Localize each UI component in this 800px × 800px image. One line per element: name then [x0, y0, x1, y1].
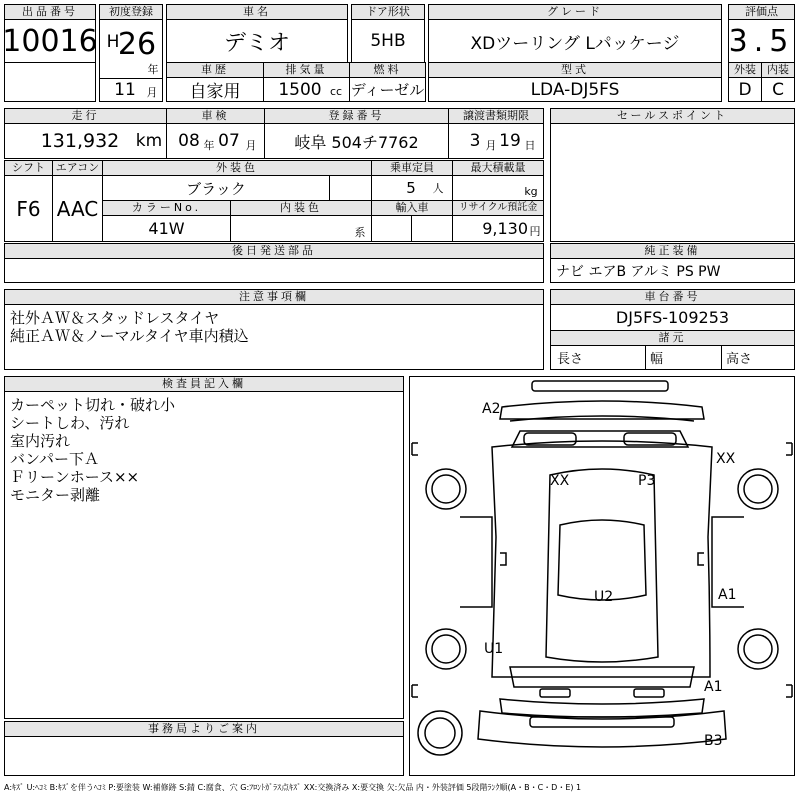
- transfer-day-unit: 日: [524, 139, 536, 152]
- inspector-line: 室内汚れ: [10, 432, 71, 450]
- import-header: 輸入車: [371, 200, 453, 216]
- car-diagram-frame: [409, 376, 795, 776]
- damage-mark-a2: A2: [482, 401, 501, 417]
- fuel: ディーゼル: [350, 81, 425, 99]
- door-type-header: ドア形状: [351, 4, 425, 20]
- first-registration-header: 初度登録: [99, 4, 163, 20]
- history: 自家用: [189, 82, 241, 102]
- sales-point-box: [550, 123, 795, 242]
- damage-mark-xx-right: XX: [716, 451, 736, 467]
- model-header: 型式: [428, 62, 722, 78]
- sales-point-header: セールスポイント: [550, 108, 795, 124]
- notes-line: 純正ＡＷ＆ノーマルタイヤ車内積込: [10, 327, 249, 345]
- later-parts-box: [4, 258, 544, 283]
- era: H: [106, 32, 120, 52]
- notes-header: 注意事項欄: [4, 289, 544, 305]
- car-diagram: [410, 377, 794, 775]
- recycle-header: リサイクル預託金: [452, 200, 544, 216]
- transfer-month-unit: 月: [485, 139, 497, 152]
- damage-mark-u1: U1: [484, 641, 504, 657]
- recycle-fee: 9,130: [482, 219, 528, 238]
- history-header: 車歴: [166, 62, 264, 78]
- office-notice-header: 事務局よりご案内: [4, 721, 404, 737]
- mileage-unit: km: [135, 131, 163, 151]
- exterior-color-extra: [329, 175, 372, 201]
- car-name-header: 車名: [166, 4, 348, 20]
- inspector-line: モニター剥離: [10, 486, 101, 504]
- seats-unit: 人: [432, 182, 444, 195]
- seats-header: 乗車定員: [371, 160, 453, 176]
- transfer-day: 19: [499, 131, 521, 151]
- model: LDA-DJ5FS: [530, 79, 620, 100]
- damage-mark-u2: U2: [594, 589, 614, 605]
- door-type: 5HB: [370, 31, 406, 51]
- recycle-unit: 円: [529, 225, 541, 238]
- import-box-b: [411, 215, 453, 242]
- year-unit: 年: [147, 63, 159, 76]
- displacement-unit: cc: [329, 84, 343, 98]
- length-label: 長さ: [557, 352, 584, 367]
- lot-number: 10016: [2, 23, 98, 59]
- exterior-grade: D: [738, 79, 752, 100]
- first-reg-month: 11: [114, 80, 136, 100]
- color-number: 41W: [148, 219, 185, 238]
- interior-color-header: 内装色: [230, 200, 372, 216]
- equipment: ナビ エアB アルミ PS PW: [556, 263, 721, 280]
- seats: 5: [406, 179, 416, 197]
- grade-header: グレード: [428, 4, 722, 20]
- interior-grade-header: 内装: [761, 62, 795, 78]
- inspection-year-unit: 年: [203, 139, 215, 152]
- chassis-number: DJ5FS-109253: [615, 308, 730, 327]
- inspection-month-unit: 月: [245, 139, 257, 152]
- shift: F6: [16, 196, 41, 221]
- import-box-a: [371, 215, 412, 242]
- aircon-header: エアコン: [52, 160, 103, 176]
- equipment-header: 純正装備: [550, 243, 795, 259]
- fuel-header: 燃料: [349, 62, 426, 78]
- month-unit: 月: [146, 86, 158, 99]
- score: 3.5: [728, 23, 795, 59]
- later-parts-header: 後日発送部品: [4, 243, 544, 259]
- exterior-color: ブラック: [186, 179, 246, 198]
- displacement: 1500: [278, 79, 322, 100]
- exterior-grade-header: 外装: [728, 62, 762, 78]
- specs-header: 諸元: [550, 330, 795, 346]
- lot-number-header: 出品番号: [4, 4, 96, 20]
- grade: XDツーリング Lパッケージ: [470, 33, 680, 54]
- inspector-line: Ｆリーンホース××: [10, 468, 140, 486]
- first-reg-year: 26: [117, 26, 157, 62]
- interior-color-unit: 系: [354, 226, 366, 239]
- inspection-month: 07: [218, 131, 240, 151]
- mileage-header: 走行: [4, 108, 167, 124]
- damage-mark-p3: P3: [638, 473, 656, 489]
- max-load-header: 最大積載量: [452, 160, 544, 176]
- width-label: 幅: [650, 352, 664, 367]
- damage-mark-xx-left: XX: [550, 473, 570, 489]
- legend: A:ｷｽﾞ U:ﾍｺﾐ B:ｷｽﾞを伴うﾍｺﾐ P:要塗装 W:補修跡 S:錆 C:腐食、穴 G:ﾌﾛﾝﾄｶﾞﾗｽ点ｷｽﾞ XX:交換済み X:要交換 欠:欠品 内・外装評価 5段階ﾗﾝｸ順(A・B・C・D・E) 1: [4, 782, 582, 792]
- shift-header: シフト: [4, 160, 53, 176]
- plate-header: 登録番号: [264, 108, 449, 124]
- plate-number: 岐阜 504チ7762: [294, 132, 419, 152]
- transfer-month: 3: [469, 131, 481, 151]
- exterior-color-header: 外装色: [102, 160, 372, 176]
- damage-mark-a1-right: A1: [718, 587, 737, 603]
- mileage: 131,932: [40, 130, 120, 152]
- damage-mark-b3: B3: [704, 733, 723, 749]
- office-notice-box: [4, 736, 404, 776]
- chassis-header: 車台番号: [550, 289, 795, 305]
- inspector-notes-header: 検査員記入欄: [4, 376, 404, 392]
- inspection-header: 車検: [166, 108, 265, 124]
- car-name: デミオ: [223, 30, 290, 56]
- aircon: AAC: [56, 196, 99, 221]
- score-header: 評価点: [728, 4, 795, 20]
- lot-number-blank: [4, 62, 96, 102]
- inspector-line: シートしわ、汚れ: [10, 414, 130, 432]
- notes-line: 社外ＡＷ＆スタッドレスタイヤ: [10, 309, 220, 327]
- interior-grade: C: [772, 79, 784, 100]
- damage-mark-a1-low: A1: [704, 679, 723, 695]
- color-no-header: カラーNo.: [102, 200, 231, 216]
- max-load-unit: kg: [524, 184, 538, 198]
- transfer-deadline-header: 譲渡書類期限: [448, 108, 544, 124]
- inspector-line: カーペット切れ・破れ小: [10, 396, 176, 414]
- inspection-year: 08: [178, 131, 200, 151]
- interior-color-box: [230, 215, 372, 242]
- displacement-header: 排気量: [263, 62, 350, 78]
- inspector-line: バンパー下Ａ: [10, 450, 99, 468]
- height-label: 高さ: [726, 352, 753, 367]
